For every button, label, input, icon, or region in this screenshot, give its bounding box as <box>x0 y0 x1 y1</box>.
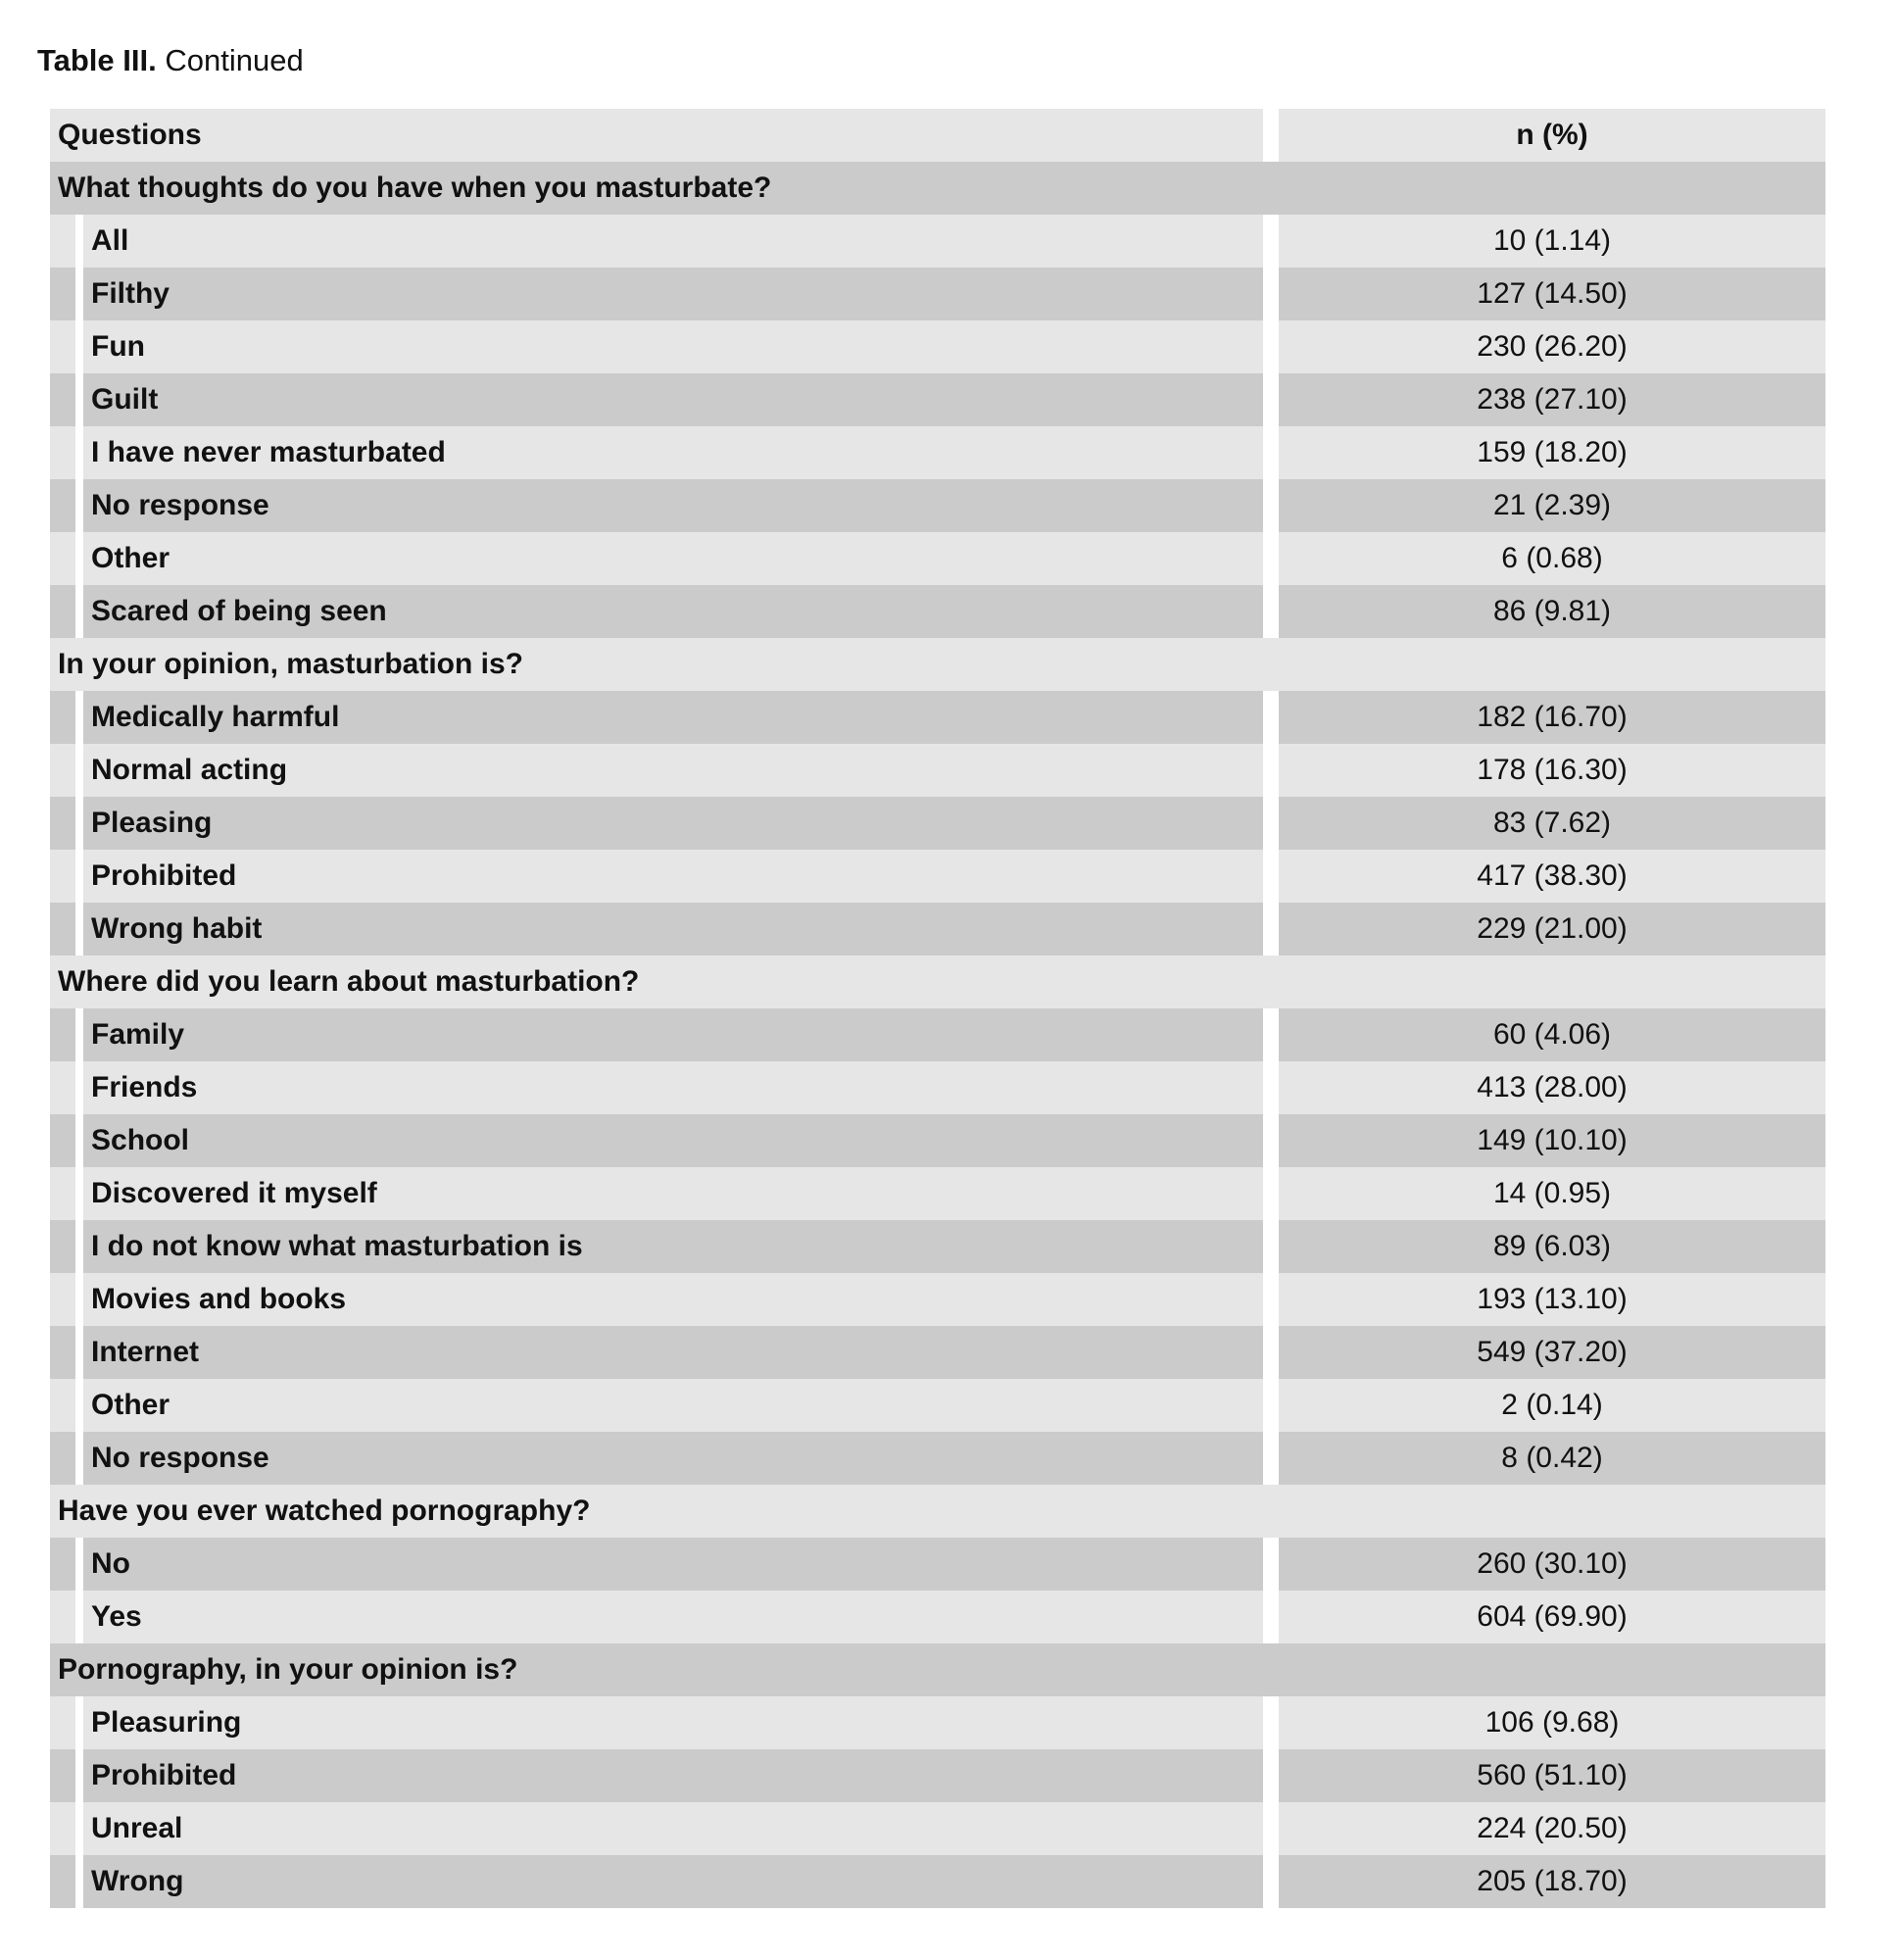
answer-count: 413 (28.00) <box>1477 1071 1628 1103</box>
section-question-row <box>50 1485 1825 1538</box>
answer-count: 604 (69.90) <box>1477 1600 1628 1633</box>
answer-count: 10 (1.14) <box>1492 224 1612 257</box>
table-row <box>50 1696 1825 1749</box>
answer-label: Unreal <box>91 1812 183 1844</box>
table-row <box>50 585 1825 638</box>
column-divider <box>1263 479 1279 532</box>
answer-label: No response <box>91 489 269 521</box>
table-row <box>50 1061 1825 1114</box>
n-percent-column-header: n (%) <box>1516 119 1588 151</box>
table-caption-label: Table III. <box>37 43 157 77</box>
answer-label: Pleasing <box>91 807 213 839</box>
column-divider <box>1263 903 1279 956</box>
table-row <box>50 532 1825 585</box>
table-row <box>50 903 1825 956</box>
answer-label: I have never masturbated <box>91 436 446 468</box>
table-row <box>50 1749 1825 1802</box>
table-row <box>50 850 1825 903</box>
answer-count: 106 (9.68) <box>1484 1706 1620 1739</box>
column-divider <box>1263 320 1279 373</box>
column-divider <box>1263 1379 1279 1432</box>
answer-count: 224 (20.50) <box>1477 1812 1628 1844</box>
answer-count: 260 (30.10) <box>1477 1547 1628 1580</box>
answer-count: 549 (37.20) <box>1477 1336 1628 1368</box>
answer-label: No <box>91 1547 130 1580</box>
answer-label: Internet <box>91 1336 200 1368</box>
answer-count: 127 (14.50) <box>1477 277 1628 310</box>
table-header-row <box>50 109 1825 162</box>
answer-count: 8 (0.42) <box>1501 1442 1603 1474</box>
answer-label: Medically harmful <box>91 701 340 733</box>
answer-label: Yes <box>91 1600 142 1633</box>
column-divider <box>1263 1538 1279 1591</box>
column-divider <box>1263 744 1279 797</box>
answer-label: Friends <box>91 1071 198 1103</box>
table-row <box>50 215 1825 268</box>
table-row <box>50 1591 1825 1643</box>
answer-label: Guilt <box>91 383 159 416</box>
column-divider <box>1263 1749 1279 1802</box>
table-row <box>50 691 1825 744</box>
answer-count: 193 (13.10) <box>1477 1283 1628 1315</box>
answer-label: Other <box>91 542 170 574</box>
table-row <box>50 1167 1825 1220</box>
section-question: Where did you learn about masturbation? <box>58 965 640 998</box>
answer-count: 89 (6.03) <box>1492 1230 1612 1262</box>
answer-label: Scared of being seen <box>91 595 387 627</box>
column-divider <box>1263 797 1279 850</box>
table-row <box>50 744 1825 797</box>
answer-label: Movies and books <box>91 1283 347 1315</box>
questions-column-header: Questions <box>58 119 202 151</box>
column-divider <box>1263 1802 1279 1855</box>
table-row <box>50 320 1825 373</box>
answer-label: Normal acting <box>91 754 288 786</box>
answer-count: 2 (0.14) <box>1501 1389 1603 1421</box>
answer-count: 149 (10.10) <box>1477 1124 1628 1156</box>
answer-count: 86 (9.81) <box>1492 595 1612 627</box>
section-question-row <box>50 162 1825 215</box>
table-caption <box>37 43 304 78</box>
table-caption-text: Continued <box>156 43 304 77</box>
answer-label: Family <box>91 1018 185 1051</box>
column-divider <box>1263 426 1279 479</box>
column-divider <box>1263 215 1279 268</box>
column-divider <box>1263 1273 1279 1326</box>
table-row <box>50 1273 1825 1326</box>
answer-count: 178 (16.30) <box>1477 754 1628 786</box>
table-row <box>50 1326 1825 1379</box>
answer-label: School <box>91 1124 190 1156</box>
answer-label: Prohibited <box>91 859 237 892</box>
column-divider <box>1263 532 1279 585</box>
column-divider <box>1263 691 1279 744</box>
column-divider <box>1263 1855 1279 1908</box>
answer-count: 560 (51.10) <box>1477 1759 1628 1791</box>
table-row <box>50 1114 1825 1167</box>
answer-count: 230 (26.20) <box>1477 330 1628 363</box>
answer-label: Wrong habit <box>91 912 263 945</box>
section-question: What thoughts do you have when you masturbate? <box>58 172 772 204</box>
answer-count: 60 (4.06) <box>1492 1018 1612 1051</box>
answer-label: Wrong <box>91 1865 184 1897</box>
answer-label: Filthy <box>91 277 170 310</box>
table-row <box>50 479 1825 532</box>
answer-count: 205 (18.70) <box>1477 1865 1628 1897</box>
column-divider <box>1263 109 1279 162</box>
column-divider <box>1263 1432 1279 1485</box>
column-divider <box>1263 850 1279 903</box>
section-question-row <box>50 638 1825 691</box>
column-divider <box>1263 1061 1279 1114</box>
answer-count: 21 (2.39) <box>1492 489 1612 521</box>
table-row <box>50 373 1825 426</box>
table-row <box>50 426 1825 479</box>
answer-label: Other <box>91 1389 170 1421</box>
section-question-row <box>50 1643 1825 1696</box>
table-row <box>50 1855 1825 1908</box>
section-question: Pornography, in your opinion is? <box>58 1653 518 1686</box>
column-divider <box>1263 268 1279 320</box>
table-row <box>50 1538 1825 1591</box>
answer-count: 159 (18.20) <box>1477 436 1628 468</box>
column-divider <box>1263 1220 1279 1273</box>
answer-count: 182 (16.70) <box>1477 701 1628 733</box>
answer-count: 6 (0.68) <box>1501 542 1603 574</box>
table-row <box>50 1432 1825 1485</box>
column-divider <box>1263 1008 1279 1061</box>
answer-count: 238 (27.10) <box>1477 383 1628 416</box>
column-divider <box>1263 585 1279 638</box>
table-row <box>50 1802 1825 1855</box>
table-row <box>50 1220 1825 1273</box>
column-divider <box>1263 1696 1279 1749</box>
section-question-row <box>50 956 1825 1008</box>
section-question: In your opinion, masturbation is? <box>58 648 524 680</box>
survey-table <box>50 109 1825 1908</box>
column-divider <box>1263 373 1279 426</box>
table-row <box>50 1008 1825 1061</box>
column-divider <box>1263 1167 1279 1220</box>
column-divider <box>1263 1591 1279 1643</box>
answer-label: Discovered it myself <box>91 1177 377 1209</box>
table-row <box>50 797 1825 850</box>
answer-label: All <box>91 224 129 257</box>
answer-label: Fun <box>91 330 145 363</box>
table-row <box>50 1379 1825 1432</box>
answer-label: Prohibited <box>91 1759 237 1791</box>
answer-label: Pleasuring <box>91 1706 242 1739</box>
answer-count: 83 (7.62) <box>1492 807 1612 839</box>
answer-count: 229 (21.00) <box>1477 912 1628 945</box>
answer-label: No response <box>91 1442 269 1474</box>
table-row <box>50 268 1825 320</box>
column-divider <box>1263 1114 1279 1167</box>
column-divider <box>1263 1326 1279 1379</box>
answer-count: 14 (0.95) <box>1492 1177 1612 1209</box>
answer-count: 417 (38.30) <box>1477 859 1628 892</box>
answer-label: I do not know what masturbation is <box>91 1230 583 1262</box>
section-question: Have you ever watched pornography? <box>58 1494 591 1527</box>
